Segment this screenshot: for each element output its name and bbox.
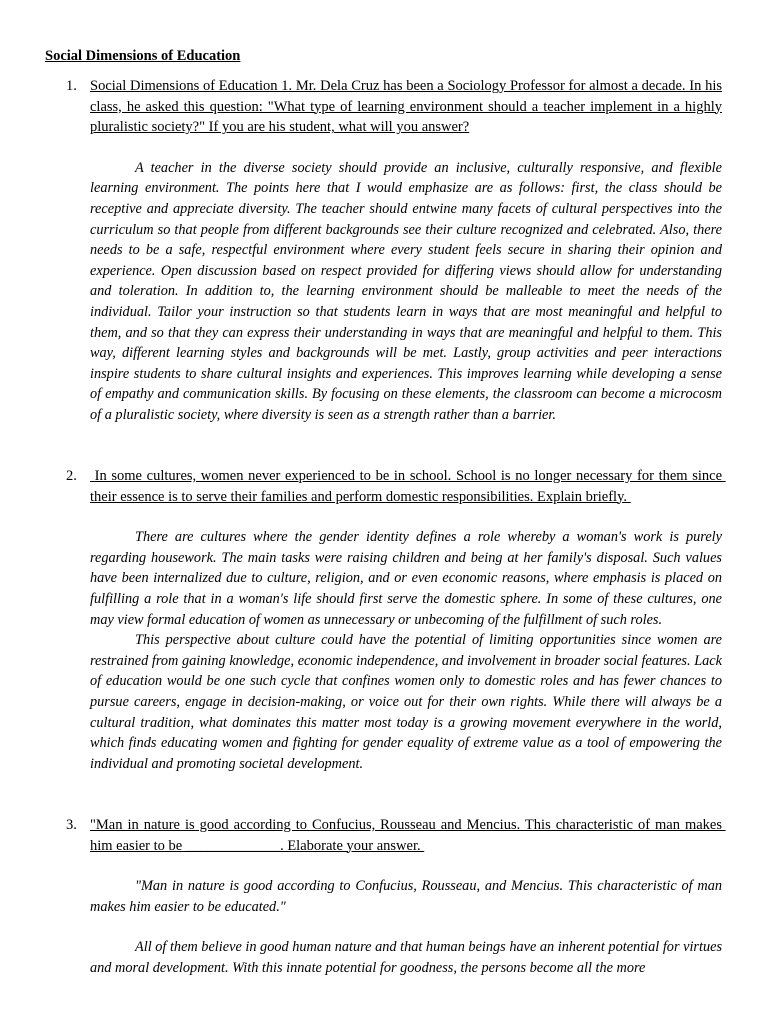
spacer: [90, 917, 722, 937]
answer-paragraph: "Man in nature is good according to Confucius, Rousseau, and Mencius. This characteristic of man makes him easier to be educated.": [90, 878, 722, 915]
answer-text: [90, 527, 722, 774]
item-number: 3.: [66, 817, 77, 833]
answer-text: [90, 876, 722, 978]
answer-paragraph: This perspective about culture could have the potential of limiting opportunities since women are restrained from gaining knowledge, economic independence, and involvement in broader social features. Lack of education would be one such cycle that confines women only to domestic roles and has fewer chances to pursue careers, engage in decision-making, or voice out for their own rights. While there will always be a cultural tradition, what dominates this matter most today is a growing movement everywhere in the world, which finds educating women and fighting for gender equality of extreme value as a tool of empowering the individual and promoting societal development.: [90, 632, 722, 772]
question-text: "Man in nature is good according to Confucius, Rousseau and Mencius. This characteristic of man makes him easier to be _____________. Elaborate your answer.: [90, 817, 726, 854]
question-item-2: [66, 466, 726, 774]
answer-text: [90, 158, 722, 426]
spacer: [66, 507, 722, 527]
answer-paragraph: There are cultures where the gender identity defines a role whereby a woman's work is purely regarding housework. The main tasks were raising children and being at her family's disposal. Such values have been internalized due to culture, religion, and or even economic reasons, where emphasis is placed on fulfilling a role that in a woman's life should first serve the domestic sphere. In some of these cultures, one may view formal education of women as unnecessary or unbecoming of the fulfillment of such roles.: [90, 529, 722, 628]
document-title: Social Dimensions of Education: [45, 48, 241, 64]
item-number: 2.: [66, 468, 77, 484]
question-item-3: [66, 815, 726, 979]
question-text: In some cultures, women never experienced to be in school. School is no longer necessary for them since their essence is to serve their families and perform domestic responsibilities. Explain briefly.: [90, 468, 726, 505]
answer-paragraph: A teacher in the diverse society should provide an inclusive, culturally responsive, and flexible learning environment. The points here that I would emphasize are as follows: first, the class should be receptive and appreciate diversity. The teacher should entwine many facets of cultural perspectives into the curriculum so that people from different backgrounds see their culture recognized and celebrated. Also, there needs to be a safe, respectful environment where every student feels secure in sharing their opinion and experience. Open discussion based on respect provided for differing views should allow for understanding and toleration. In addition to, the learning environment should be malleable to meet the needs of the individual. Tailor your instruction so that students learn in ways that are most meaningful and helpful to them, and so that they can express their understanding in ways that are meaningful and helpful to them. This way, different learning styles and backgrounds will be met. Lastly, group activities and peer interactions inspire students to share cultural insights and experiences. This improves learning while developing a sense of empathy and communication skills. By focusing on these elements, the classroom can become a microcosm of a pluralistic society, where diversity is seen as a strength rather than a barrier.: [90, 159, 722, 423]
spacer: [66, 856, 722, 876]
question-item-1: [66, 76, 722, 426]
question-text: Social Dimensions of Education 1. Mr. Dela Cruz has been a Sociology Professor for almost a decade. In his class, he asked this question: "What type of learning environment should a teacher implement in a highly pluralistic society?" If you are his student, what will you answer?: [90, 78, 722, 136]
spacer: [66, 138, 722, 158]
item-number: 1.: [66, 78, 77, 94]
answer-paragraph: All of them believe in good human nature and that human beings have an inherent potential for virtues and moral development. With this innate potential for goodness, the persons become all the more: [90, 939, 723, 976]
